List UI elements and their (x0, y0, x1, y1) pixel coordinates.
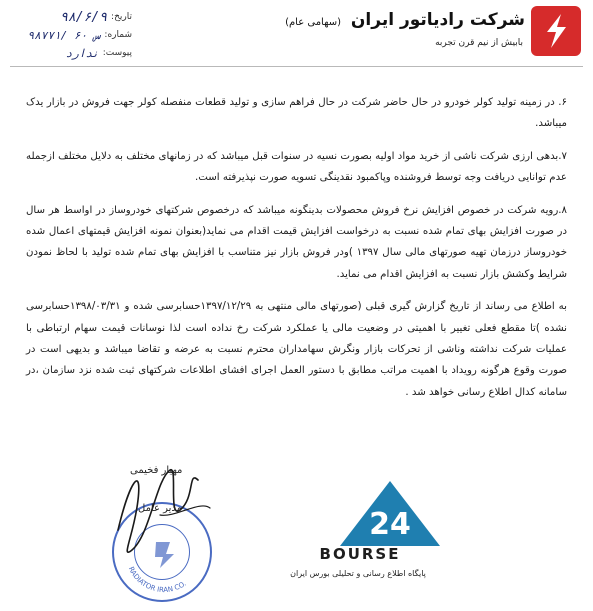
company-logo (531, 6, 581, 56)
header-divider (10, 66, 583, 67)
letter-meta (12, 8, 132, 62)
meta-number-row (12, 26, 132, 44)
date-label: تاریخ: (111, 12, 132, 22)
number-value: ۹۸۷۷۱/ س ۶۰ (27, 28, 101, 42)
signer-title: مدیر عامل (138, 503, 183, 514)
stamp-text: RADIATOR IRAN CO. (126, 565, 188, 595)
number-label: شماره: (104, 30, 132, 40)
paragraph-notice: به اطلاع می رساند از تاریخ گزارش گیری قبلی (صورتهای مالی منتهی به ۱۳۹۷/۱۲/۲۹حسابرسی شده و ۱۳۹۸/۰۳/۳۱حسابرسی نشده )تا مقطع فعلی تغییر با اهمیتی در وضعیت مالی یا عملکرد شرکت رخ نداده است لذا نوسانات قیمت سهام ارتباطی با عملیات شرکت نداشته وناشی از تحرکات بازار ونگرش سهامداران محترم نسبت به عرضه و تقاضا میباشد و بدیهی است در صورت وقوع هرگونه رویداد با اهمیت مراتب مطابق با دستور العمل اجرای افشای اطلاعات شرکتهای ثبت شده نزد سازمان ،در سامانه کدال اطلاع رسانی خواهد شد . (26, 301, 567, 398)
company-name-text: شرکت رادیاتور ایران (350, 10, 525, 30)
letter-body (26, 92, 567, 414)
paragraph-6: ۶. در زمینه تولید کولر خودرو در حال حاضر شرکت در حال فراهم سازی و تولید قطعات منفصله کولر جهت فروش در بازار یدک میباشد. (26, 97, 567, 130)
company-slogan: بابیش از نیم قرن تجربه (435, 38, 523, 48)
signer-name: مهیار فخیمی (130, 465, 183, 476)
bourse-caption: پایگاه اطلاع رسانی و تحلیلی بورس ایران (290, 569, 426, 578)
bourse-logo-glyph: 24 (369, 507, 411, 542)
attachment-value: ندارد (65, 46, 99, 60)
paragraph-7: ۷.بدهی ارزی شرکت ناشی از خرید مواد اولیه بصورت نسیه در سنوات قبل میباشد که در زمانهای مختلف به دلایل مختلف ازجمله عدم توانایی دریافت وجه توسط فروشنده وپاکمبود نقدینگی تسویه صورت نپذیرفته است. (26, 150, 567, 184)
attachment-label: پیوست: (102, 48, 132, 58)
paragraph-8: ۸.رویه شرکت در خصوص افزایش نرخ فروش محصولات بدینگونه میباشد که درخصوص شرکتهای خودروساز در اواسط هر سال در صورت افزایش بهای تمام شده نسبت به درخواست افزایش قیمت اقدام می نماید(بعنوان نمونه افزایش قیمتهای اعمال شده خودروساز درزمان تهیه صورتهای مالی سال ۱۳۹۷ )ودر فروش بازار نیز متناسب با افزایش بهای تمام شده تولید با لحاظ نمودن شرایط وکشش بازار نسبت به افزایش اقدام می نماید. (26, 204, 567, 280)
meta-attachment-row (12, 44, 132, 62)
bourse-wordmark: BOURSE (319, 545, 401, 563)
meta-date-row (12, 8, 132, 26)
company-type: (سهامی عام) (285, 17, 341, 28)
date-value: ۹۸/۶/۹ (60, 9, 108, 25)
handwritten-signature (60, 440, 310, 611)
company-logo-icon (539, 12, 573, 50)
company-name (285, 10, 525, 30)
signature-block (60, 440, 310, 611)
